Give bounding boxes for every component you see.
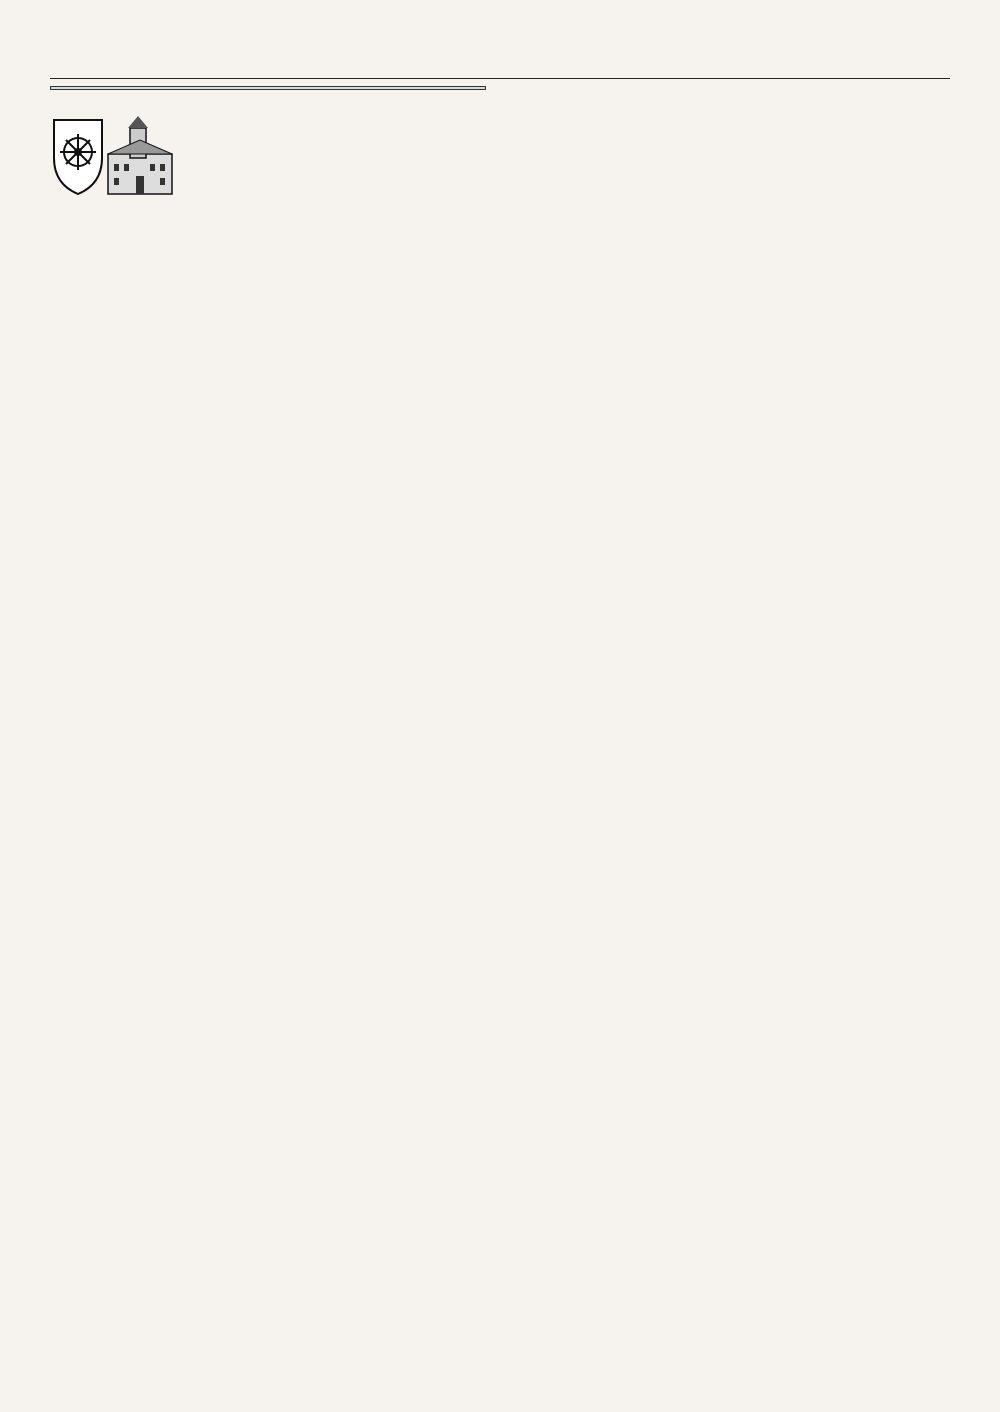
page-header	[50, 44, 950, 79]
town-crest-and-castle-icon	[50, 114, 176, 198]
right-column	[510, 86, 950, 116]
left-column	[50, 86, 486, 200]
boxed-birthday-line	[50, 86, 486, 90]
